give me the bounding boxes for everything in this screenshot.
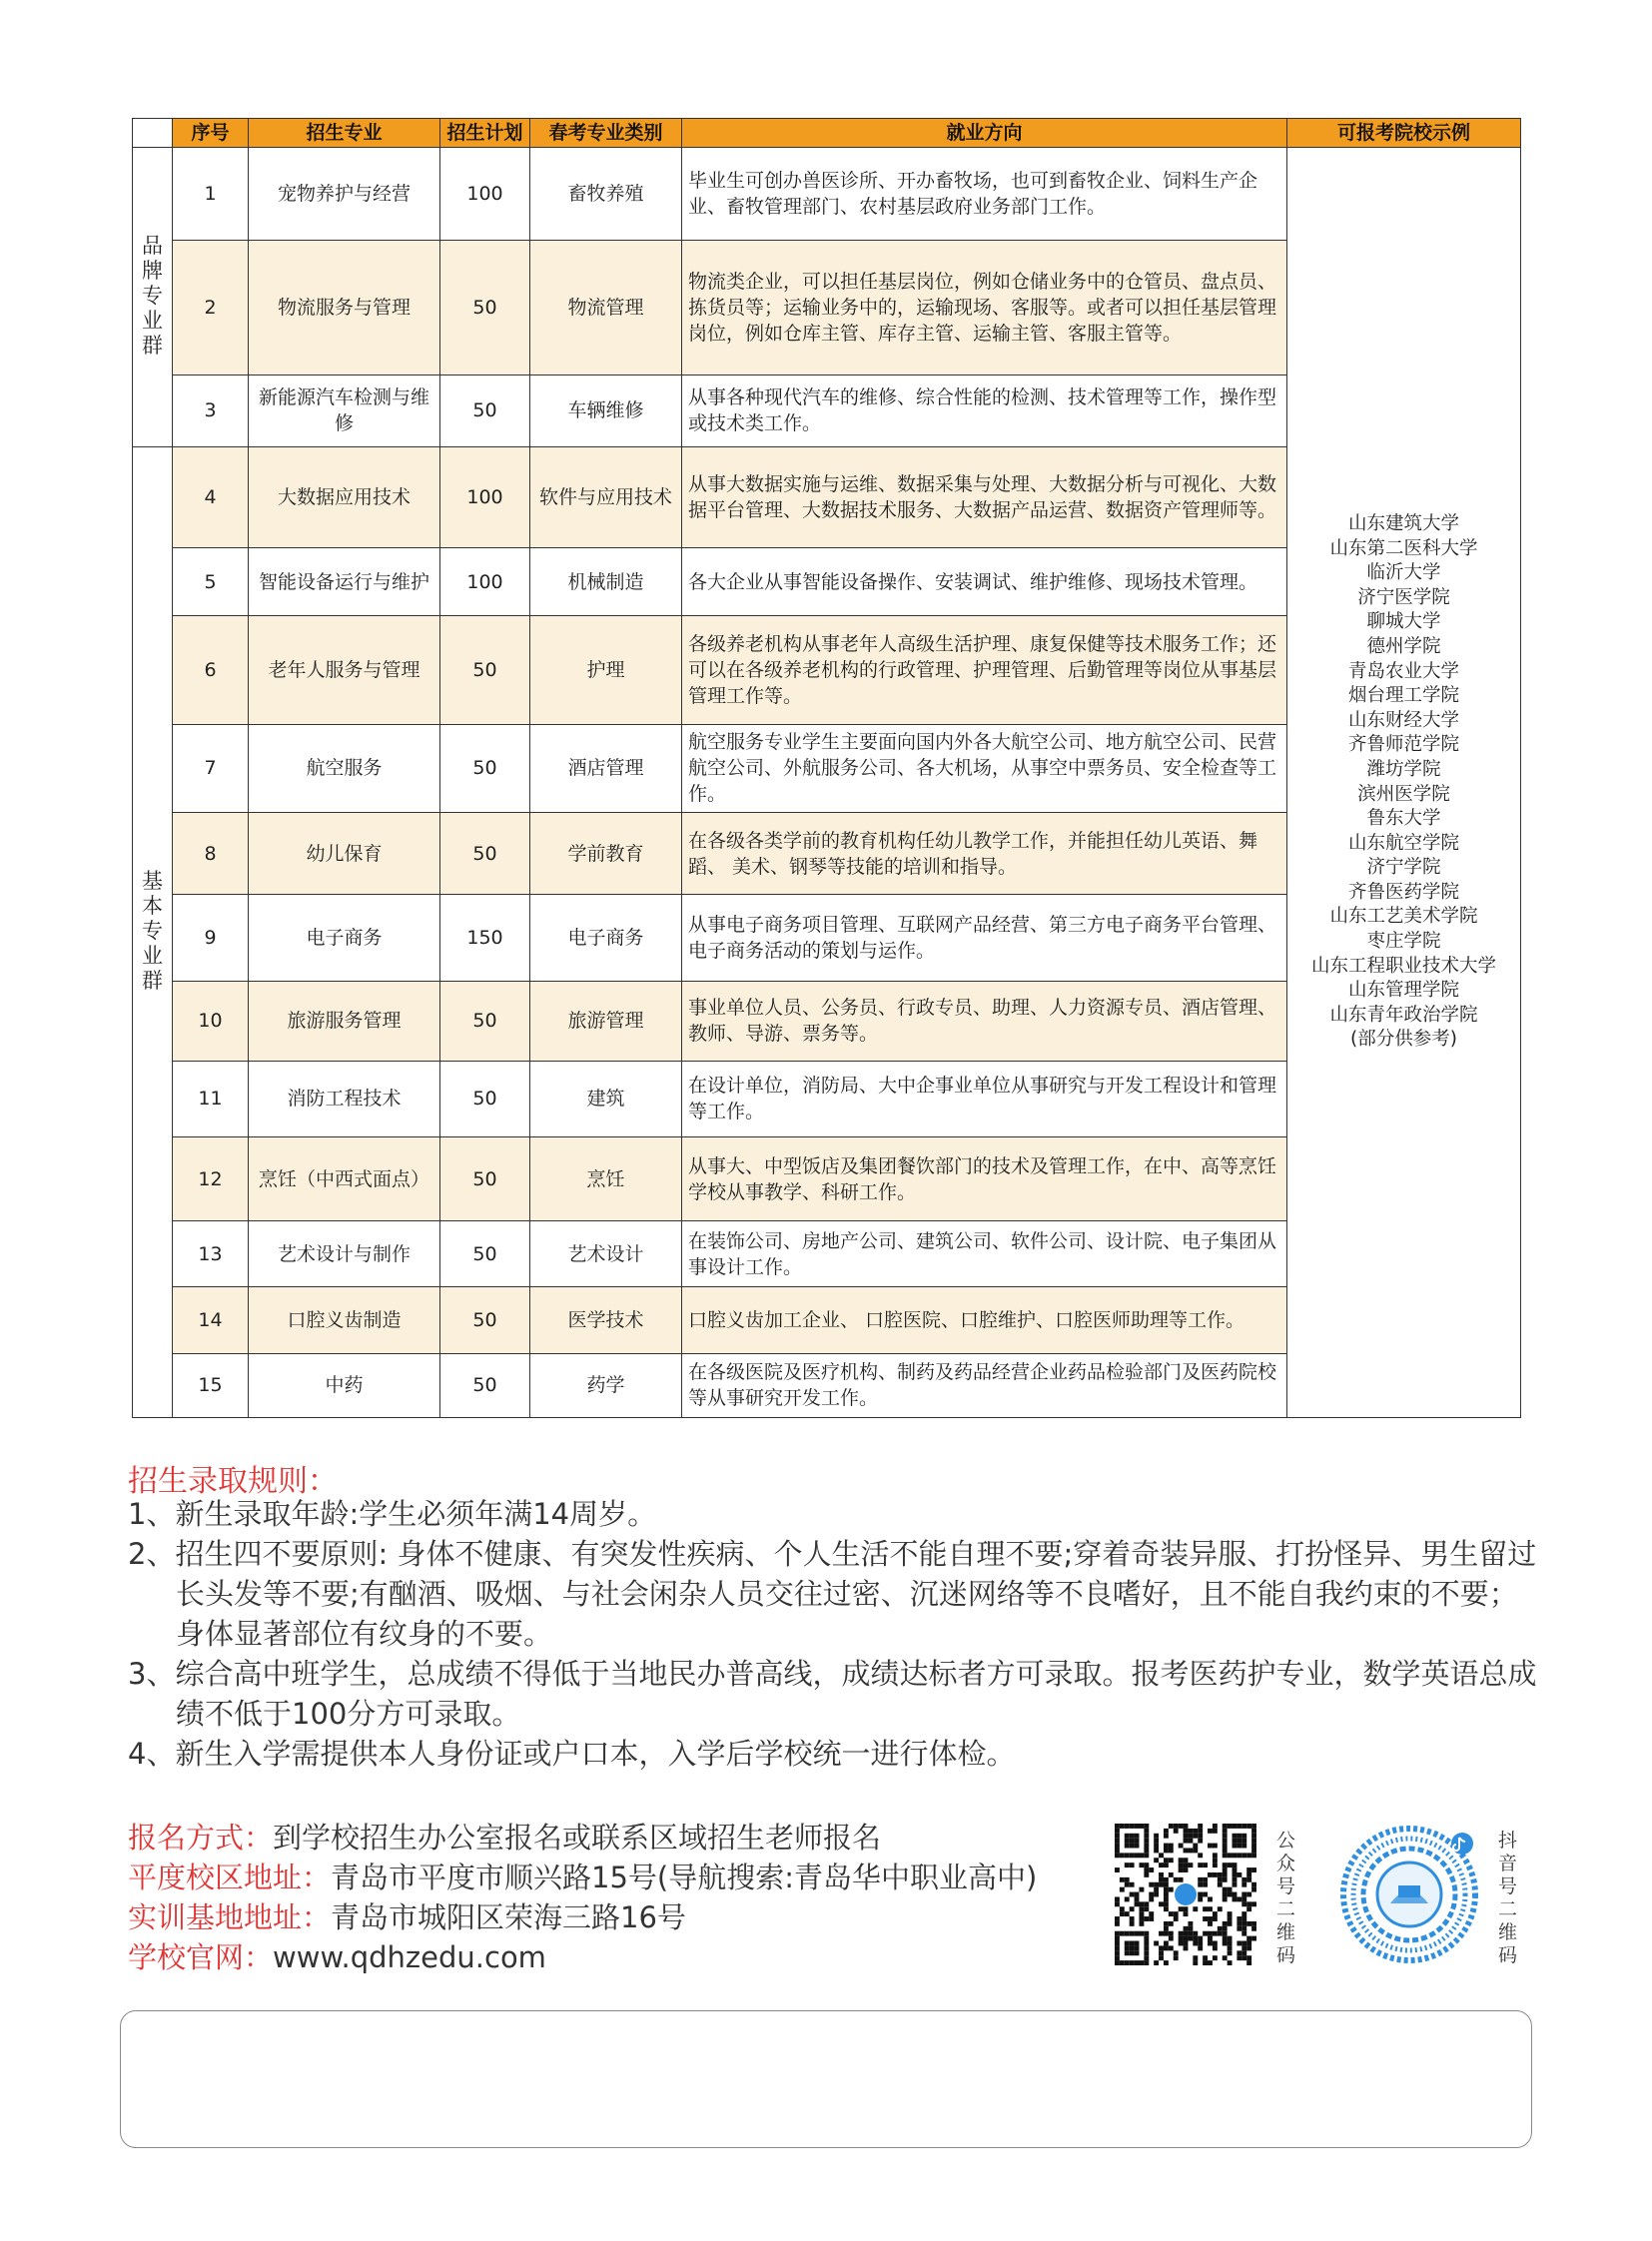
training-address-value: 青岛市城阳区荣海三路16号 — [331, 1900, 686, 1934]
row-no: 7 — [173, 724, 249, 812]
row-no: 14 — [173, 1287, 249, 1353]
row-category: 学前教育 — [530, 813, 682, 895]
row-category: 机械制造 — [530, 548, 682, 616]
row-employment: 从事大数据实施与运维、数据采集与处理、大数据分析与可视化、大数据平台管理、大数据技术服务、大数据产品运营、数据资产管理师等。 — [682, 446, 1287, 547]
row-employment: 在各级各类学前的教育机构任幼儿教学工作，并能担任幼儿英语、舞蹈、 美术、钢琴等技能的培训和指导。 — [682, 813, 1287, 895]
row-plan: 50 — [440, 724, 530, 812]
row-plan: 100 — [440, 548, 530, 616]
douyin-qr-label: 抖音号二维码 — [1498, 1830, 1518, 1966]
rules-list — [128, 1494, 1546, 1774]
wechat-qr-code-icon — [1115, 1824, 1256, 1965]
header-employment: 就业方向 — [682, 119, 1287, 148]
header-plan: 招生计划 — [440, 119, 530, 148]
rule-item: 4、新生入学需提供本人身份证或户口本，入学后学校统一进行体检。 — [128, 1737, 1016, 1771]
website-link[interactable]: www.qdhzedu.com — [273, 1940, 546, 1974]
row-plan: 100 — [440, 446, 530, 547]
row-category: 药学 — [530, 1353, 682, 1417]
row-employment: 各级养老机构从事老年人高级生活护理、康复保健等技术服务工作；还可以在各级养老机构的行政管理、护理管理、后勤管理等岗位从事基层管理工作等。 — [682, 616, 1287, 724]
row-no: 9 — [173, 895, 249, 981]
website-row — [128, 1937, 1037, 1977]
training-address-row — [128, 1897, 1037, 1937]
rules-title: 招生录取规则： — [128, 1464, 338, 1499]
group-label — [133, 446, 173, 1417]
row-no: 4 — [173, 446, 249, 547]
row-major: 口腔义齿制造 — [249, 1287, 440, 1353]
row-employment: 毕业生可创办兽医诊所、开办畜牧场，也可到畜牧企业、饲料生产企业、畜牧管理部门、农村基层政府业务部门工作。 — [682, 148, 1287, 241]
row-employment: 口腔义齿加工企业、 口腔医院、口腔维护、口腔医师助理等工作。 — [682, 1287, 1287, 1353]
rule-item: 3、综合高中班学生，总成绩不得低于当地民办普高线，成绩达标者方可录取。报考医药护专业，数学英语总成绩不低于100分方可录取。 — [128, 1657, 1537, 1731]
row-major: 大数据应用技术 — [249, 446, 440, 547]
header-category: 春考专业类别 — [530, 119, 682, 148]
row-category: 酒店管理 — [530, 724, 682, 812]
row-no: 8 — [173, 813, 249, 895]
group-label-text: 品牌专业群 — [142, 234, 163, 359]
row-category: 艺术设计 — [530, 1221, 682, 1287]
row-major: 新能源汽车检测与维修 — [249, 374, 440, 446]
row-major: 幼儿保育 — [249, 813, 440, 895]
row-category: 车辆维修 — [530, 374, 682, 446]
row-category: 畜牧养殖 — [530, 148, 682, 241]
pingdu-address-label: 平度校区地址： — [128, 1861, 332, 1894]
row-major: 电子商务 — [249, 895, 440, 981]
enrollment-table — [132, 118, 1521, 1418]
bottom-blank-box — [120, 2010, 1532, 2148]
signup-label: 报名方式： — [128, 1821, 274, 1855]
row-category: 软件与应用技术 — [530, 446, 682, 547]
school-examples: 山东建筑大学 山东第二医科大学 临沂大学 济宁医学院 聊城大学 德州学院 青岛农业大学 烟台理工学院 山东财经大学 齐鲁师范学院 潍坊学院 滨州医学院 鲁东大学 山东航空学院 济宁学院 齐鲁医药学院 山东工艺美术学院 枣庄学院 山东工程职业技术大学 山东管理学院 山东青年政治学院 (部分供参考) — [1287, 148, 1521, 1418]
row-major: 中药 — [249, 1353, 440, 1417]
row-employment: 在装饰公司、房地产公司、建筑公司、软件公司、设计院、电子集团从事设计工作。 — [682, 1221, 1287, 1287]
row-employment: 各大企业从事智能设备操作、安装调试、维护维修、现场技术管理。 — [682, 548, 1287, 616]
row-plan: 150 — [440, 895, 530, 981]
row-category: 电子商务 — [530, 895, 682, 981]
row-major: 航空服务 — [249, 724, 440, 812]
row-employment: 在设计单位，消防局、大中企事业单位从事研究与开发工程设计和管理等工作。 — [682, 1061, 1287, 1136]
row-major: 智能设备运行与维护 — [249, 548, 440, 616]
signup-row — [128, 1818, 1037, 1858]
table-row — [133, 148, 1521, 241]
row-major: 宠物养护与经营 — [249, 148, 440, 241]
row-plan: 50 — [440, 374, 530, 446]
row-employment: 从事大、中型饭店及集团餐饮部门的技术及管理工作，在中、高等烹饪学校从事教学、科研工作。 — [682, 1137, 1287, 1221]
row-employment: 从事电子商务项目管理、互联网产品经营、第三方电子商务平台管理、电子商务活动的策划与运作。 — [682, 895, 1287, 981]
row-plan: 50 — [440, 1353, 530, 1417]
row-plan: 100 — [440, 148, 530, 241]
douyin-qr-code-icon — [1338, 1824, 1480, 1965]
header-no: 序号 — [173, 119, 249, 148]
row-plan: 50 — [440, 1061, 530, 1136]
row-plan: 50 — [440, 616, 530, 724]
row-employment: 从事各种现代汽车的维修、综合性能的检测、技术管理等工作，操作型或技术类工作。 — [682, 374, 1287, 446]
rule-item: 2、招生四不要原则: 身体不健康、有突发性疾病、个人生活不能自理不要;穿着奇装异服、打扮怪异、男生留过长头发等不要;有酗酒、吸烟、与社会闲杂人员交往过密、沉迷网络等不良嗜好，且不能自我约束的不要；身体显著部位有纹身的不要。 — [128, 1537, 1537, 1651]
row-no: 10 — [173, 981, 249, 1061]
header-group-blank — [133, 119, 173, 148]
row-employment: 航空服务专业学生主要面向国内外各大航空公司、地方航空公司、民营航空公司、外航服务公司、各大机场，从事空中票务员、安全检查等工作。 — [682, 724, 1287, 812]
row-employment: 物流类企业，可以担任基层岗位，例如仓储业务中的仓管员、盘点员、拣货员等；运输业务中的，运输现场、客服等。或者可以担任基层管理岗位，例如仓库主管、库存主管、运输主管、客服主管等。 — [682, 241, 1287, 374]
row-no: 11 — [173, 1061, 249, 1136]
row-category: 护理 — [530, 616, 682, 724]
row-category: 物流管理 — [530, 241, 682, 374]
header-major: 招生专业 — [249, 119, 440, 148]
row-plan: 50 — [440, 1287, 530, 1353]
row-category: 医学技术 — [530, 1287, 682, 1353]
contact-info — [128, 1818, 1037, 1977]
row-plan: 50 — [440, 981, 530, 1061]
row-no: 1 — [173, 148, 249, 241]
row-major: 烹饪（中西式面点） — [249, 1137, 440, 1221]
row-plan: 50 — [440, 813, 530, 895]
group-label — [133, 148, 173, 447]
row-major: 消防工程技术 — [249, 1061, 440, 1136]
row-category: 建筑 — [530, 1061, 682, 1136]
row-major: 老年人服务与管理 — [249, 616, 440, 724]
table-header-row — [133, 119, 1521, 148]
row-plan: 50 — [440, 241, 530, 374]
row-major: 旅游服务管理 — [249, 981, 440, 1061]
pingdu-address-row — [128, 1858, 1037, 1897]
row-category: 旅游管理 — [530, 981, 682, 1061]
header-schools: 可报考院校示例 — [1287, 119, 1521, 148]
row-no: 3 — [173, 374, 249, 446]
row-employment: 在各级医院及医疗机构、制药及药品经营企业药品检验部门及医药院校等从事研究开发工作。 — [682, 1353, 1287, 1417]
row-no: 13 — [173, 1221, 249, 1287]
row-category: 烹饪 — [530, 1137, 682, 1221]
table-body — [133, 148, 1521, 1418]
row-major: 物流服务与管理 — [249, 241, 440, 374]
website-label: 学校官网： — [128, 1940, 274, 1974]
rule-item: 1、新生录取年龄:学生必须年满14周岁。 — [128, 1497, 657, 1531]
group-label-text: 基本专业群 — [142, 869, 163, 994]
row-plan: 50 — [440, 1137, 530, 1221]
pingdu-address-value: 青岛市平度市顺兴路15号(导航搜索:青岛华中职业高中) — [331, 1861, 1038, 1894]
row-no: 15 — [173, 1353, 249, 1417]
row-employment: 事业单位人员、公务员、行政专员、助理、人力资源专员、酒店管理、教师、导游、票务等。 — [682, 981, 1287, 1061]
signup-value: 到学校招生办公室报名或联系区域招生老师报名 — [273, 1821, 882, 1855]
wechat-qr-label: 公众号二维码 — [1276, 1830, 1296, 1966]
row-no: 2 — [173, 241, 249, 374]
row-no: 6 — [173, 616, 249, 724]
row-major: 艺术设计与制作 — [249, 1221, 440, 1287]
row-no: 12 — [173, 1137, 249, 1221]
row-no: 5 — [173, 548, 249, 616]
row-plan: 50 — [440, 1221, 530, 1287]
training-address-label: 实训基地地址： — [128, 1900, 332, 1934]
